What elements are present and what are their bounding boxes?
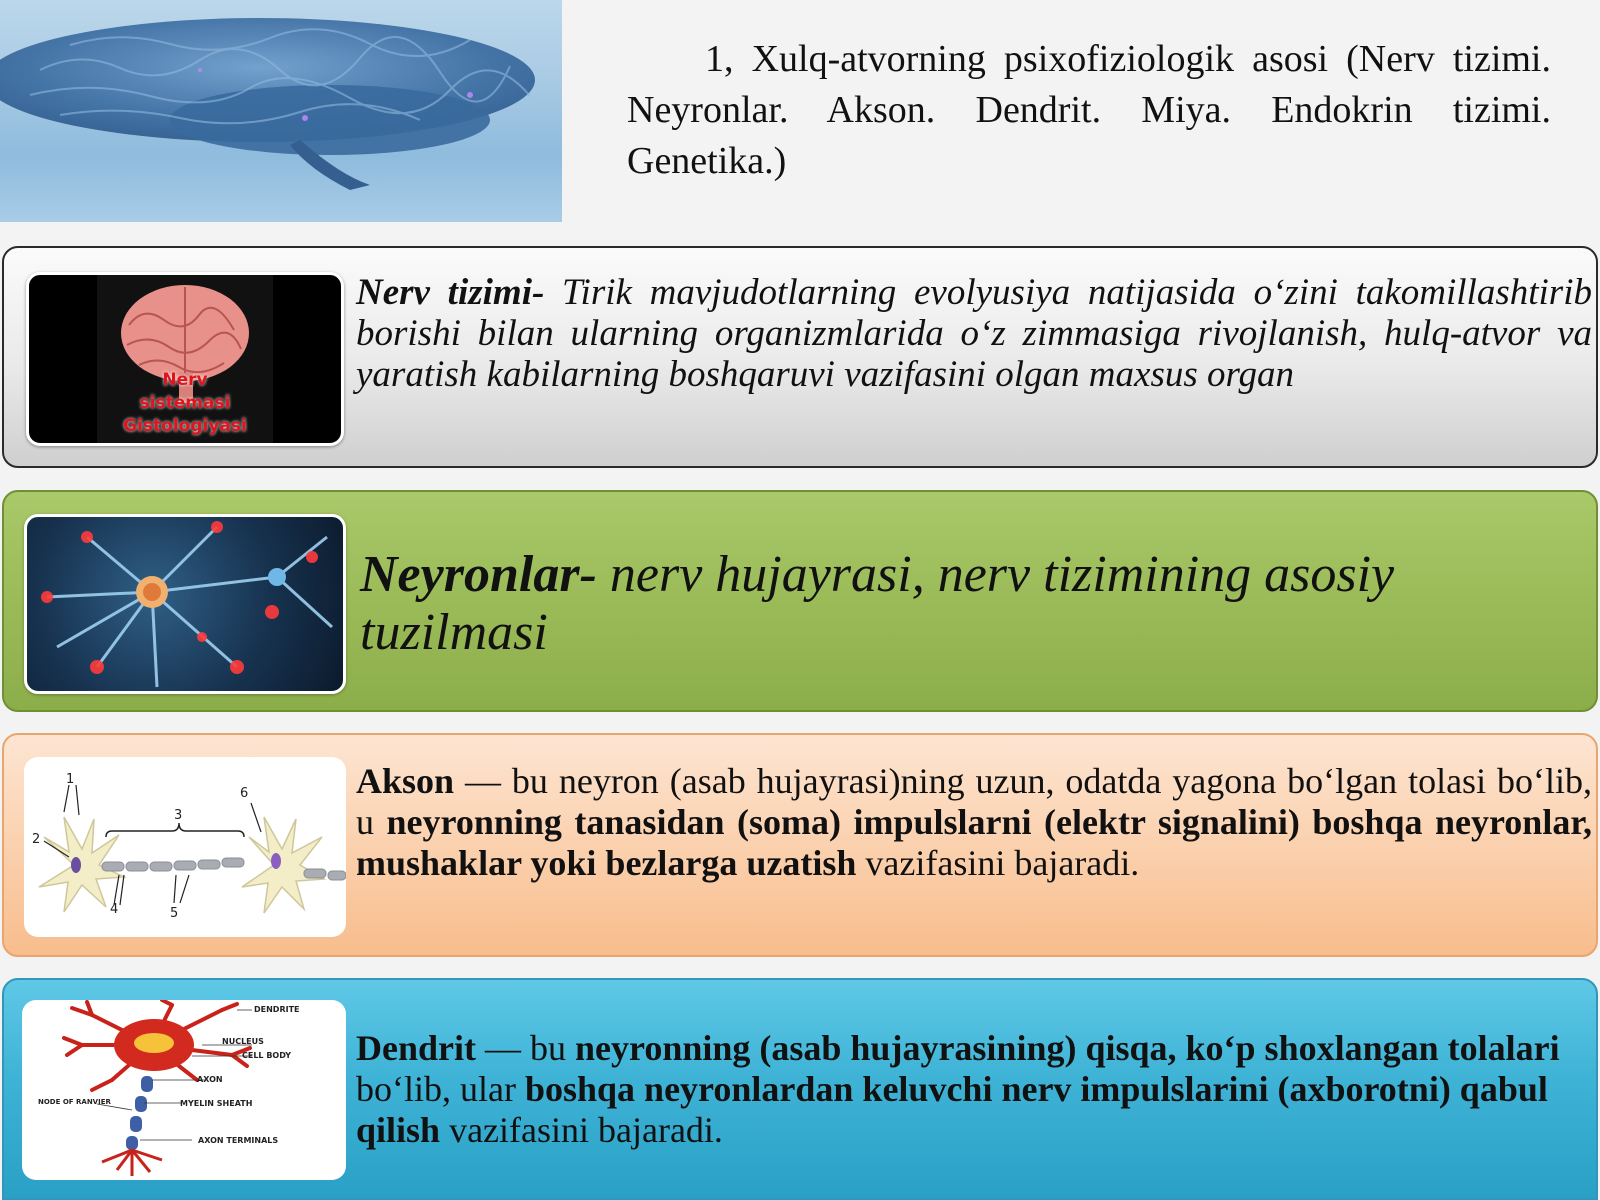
axon-label-5: 5: [170, 906, 179, 921]
axon-label-6: 6: [240, 786, 249, 801]
dendrit-text-4: boshqa neyronlardan keluvchi nerv impulslarini (axborotni) qabul qilish: [356, 1069, 1548, 1150]
term-nerv: Nerv tizimi-: [356, 272, 545, 313]
term-neyron: Neyronlar-: [360, 546, 597, 603]
dendrit-text-1: — bu: [476, 1028, 575, 1068]
dendrite-diagram-svg: [22, 1000, 346, 1180]
nerv-definition: [356, 272, 1592, 395]
nerv-sistemasi-image: [26, 272, 344, 446]
card-akson: [2, 733, 1598, 957]
dendrit-text-2: neyronning (asab hujayrasining) qisqa, ko‘p shoxlangan tolalari: [575, 1028, 1560, 1068]
dendrit-text-5: vazifasini bajaradi.: [440, 1110, 723, 1150]
label-node: NODE OF RANVIER: [38, 1098, 111, 1106]
page-title: 1, Xulq-atvorning psixofiziologik asosi (Nerv tizimi. Neyronlar. Akson. Dendrit. Miya. Endokrin tizimi. Genetika.): [627, 38, 1551, 182]
akson-text-2: neyronning tanasidan (soma) impulslarni (elektr signalini) boshqa neyronlar, mushaklar yoki bezlarga uzatish: [356, 802, 1592, 883]
label-terminals: AXON TERMINALS: [198, 1136, 279, 1145]
caption-line-1: Nerv: [162, 370, 208, 390]
definition-nerv: Tirik mavjudotlarning evolyusiya natijasida o‘zini takomillashtirib borishi bilan ularning organizmlarida o‘z zimmasiga rivojlanish, hulq-atvor va yaratish kabilarning boshqaruvi vazifasini olgan maxsus organ: [356, 272, 1592, 395]
label-dendrite: DENDRITE: [254, 1005, 300, 1014]
dendrite-diagram: [22, 1000, 346, 1180]
neyron-definition: [360, 546, 1560, 662]
dendrit-text-3: bo‘lib, ular: [356, 1069, 525, 1109]
axon-label-4: 4: [110, 902, 119, 917]
card-dendrit: [2, 978, 1598, 1200]
neuron-network-image: [24, 514, 346, 694]
card-neyronlar: [2, 490, 1598, 712]
akson-text-1: — bu neyron (asab hujayrasi)ning uzun, odatda yagona bo‘lgan tolasi bo‘lib, u: [356, 761, 1592, 842]
term-akson: Akson: [356, 761, 455, 801]
axon-diagram-svg: [24, 757, 346, 937]
label-myelin: MYELIN SHEATH: [180, 1099, 253, 1108]
axon-diagram: [24, 757, 346, 937]
caption-line-2: sistemasi: [139, 393, 231, 413]
dendrit-definition: [356, 1028, 1576, 1151]
brain-illustration: [0, 0, 562, 222]
akson-definition: [356, 761, 1592, 884]
axon-label-2: 2: [32, 832, 41, 847]
label-nucleus: NUCLEUS: [222, 1037, 264, 1046]
brain-image: [0, 0, 562, 222]
definition-neyron: nerv hujayrasi, nerv tizimining asosiy tuzilmasi: [360, 546, 1395, 661]
caption-line-3: Gistologiyasi: [123, 416, 247, 436]
neuron-icon: [27, 517, 343, 691]
term-dendrit: Dendrit: [356, 1028, 476, 1068]
label-axon: AXON: [197, 1075, 223, 1084]
label-cell-body: CELL BODY: [242, 1051, 292, 1060]
card-nerv-tizimi: [2, 246, 1598, 468]
axon-label-3: 3: [174, 808, 183, 823]
thumb-caption: [29, 369, 341, 438]
akson-text-3: vazifasini bajaradi.: [856, 843, 1140, 883]
axon-label-1: 1: [66, 772, 75, 787]
